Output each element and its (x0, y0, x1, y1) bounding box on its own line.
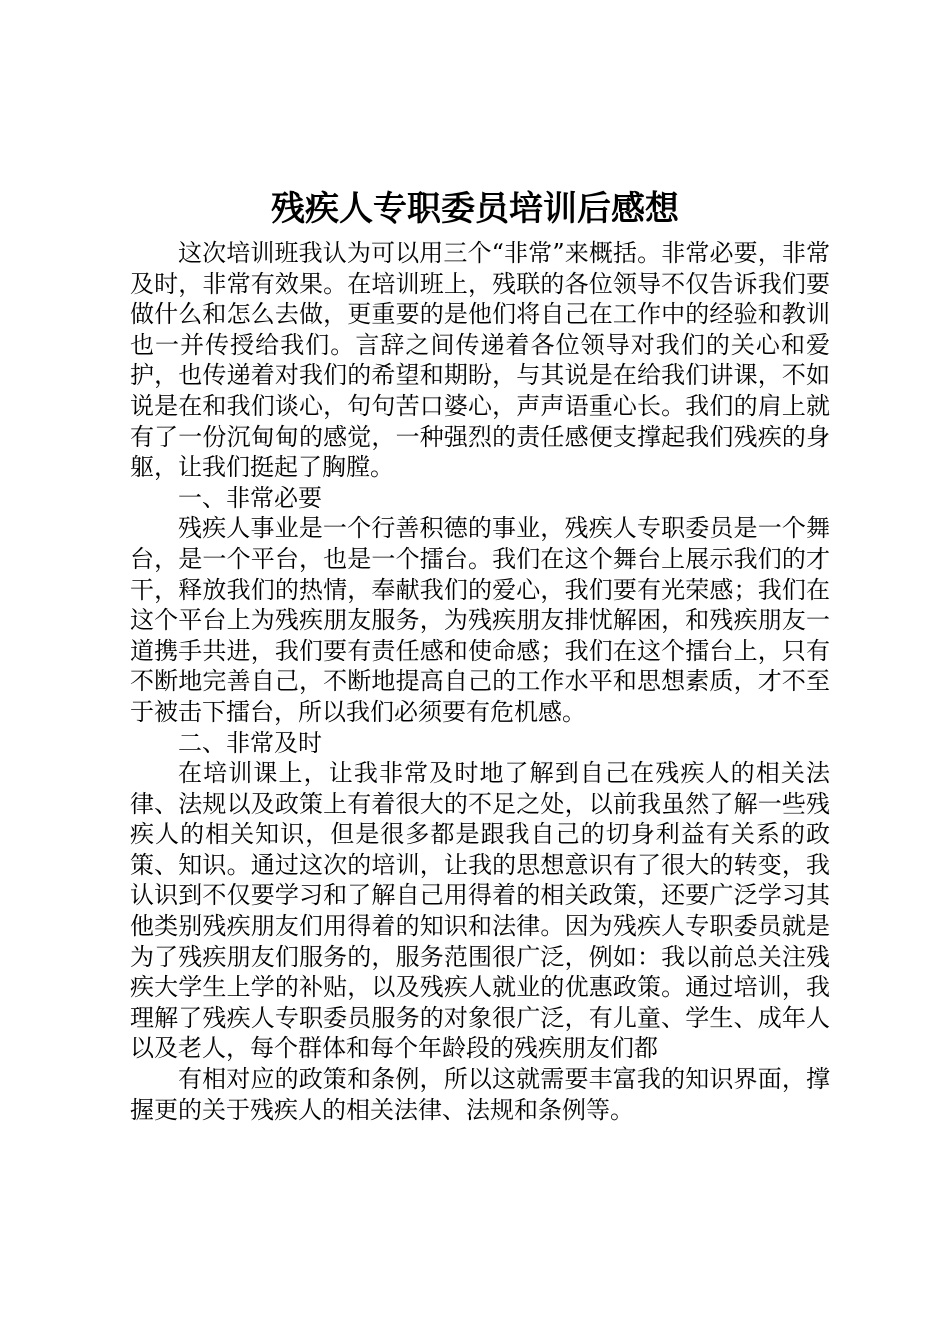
section-heading-necessary: 一、非常必要 (178, 483, 322, 512)
document-body (130, 238, 830, 1125)
document-title: 残疾人专职委员培训后感想 (271, 189, 679, 229)
timely-paragraph: 在培训课上，让我非常及时地了解到自己在残疾人的相关法律、法规以及政策上有着很大的不足之处，以前我虽然了解一些残疾人的相关知识，但是很多都是跟我自己的切身利益有关系的政策、知识。通过这次的培训，让我的思想意识有了很大的转变，我认识到不仅要学习和了解自己用得着的相关政策，还要广泛学习其他类别残疾朋友们用得着的知识和法律。因为残疾人专职委员就是为了残疾朋友们服务的，服务范围很广泛，例如：我以前总关注残疾大学生上学的补贴，以及残疾人就业的优惠政策。通过培训，我理解了残疾人专职委员服务的对象很广泛，有儿童、学生、成年人以及老人，每个群体和每个年龄段的残疾朋友们都 (130, 759, 830, 1063)
intro-paragraph: 这次培训班我认为可以用三个“非常”来概括。非常必要，非常及时，非常有效果。在培训班上，残联的各位领导不仅告诉我们要做什么和怎么去做，更重要的是他们将自己在工作中的经验和教训也一并传授给我们。言辞之间传递着各位领导对我们的关心和爱护，也传递着对我们的希望和期盼，与其说是在给我们讲课，不如说是在和我们谈心，句句苦口婆心，声声语重心长。我们的肩上就有了一份沉甸甸的感觉，一种强烈的责任感便支撑起我们残疾的身躯，让我们挺起了胸膛。 (130, 239, 830, 482)
necessary-paragraph: 残疾人事业是一个行善积德的事业，残疾人专职委员是一个舞台，是一个平台，也是一个擂台。我们在这个舞台上展示我们的才干，释放我们的热情，奉献我们的爱心，我们要有光荣感；我们在这个平台上为残疾朋友服务，为残疾朋友排忧解困，和残疾朋友一道携手共进，我们要有责任感和使命感；我们在这个擂台上，只有不断地完善自己，不断地提高自己的工作水平和思想素质，才不至于被击下擂台，所以我们必须要有危机感。 (130, 514, 830, 726)
section-heading-timely: 二、非常及时 (178, 728, 322, 757)
closing-paragraph: 有相对应的政策和条例，所以这就需要丰富我的知识界面，撑握更的关于残疾人的相关法律、法规和条例等。 (130, 1065, 830, 1124)
